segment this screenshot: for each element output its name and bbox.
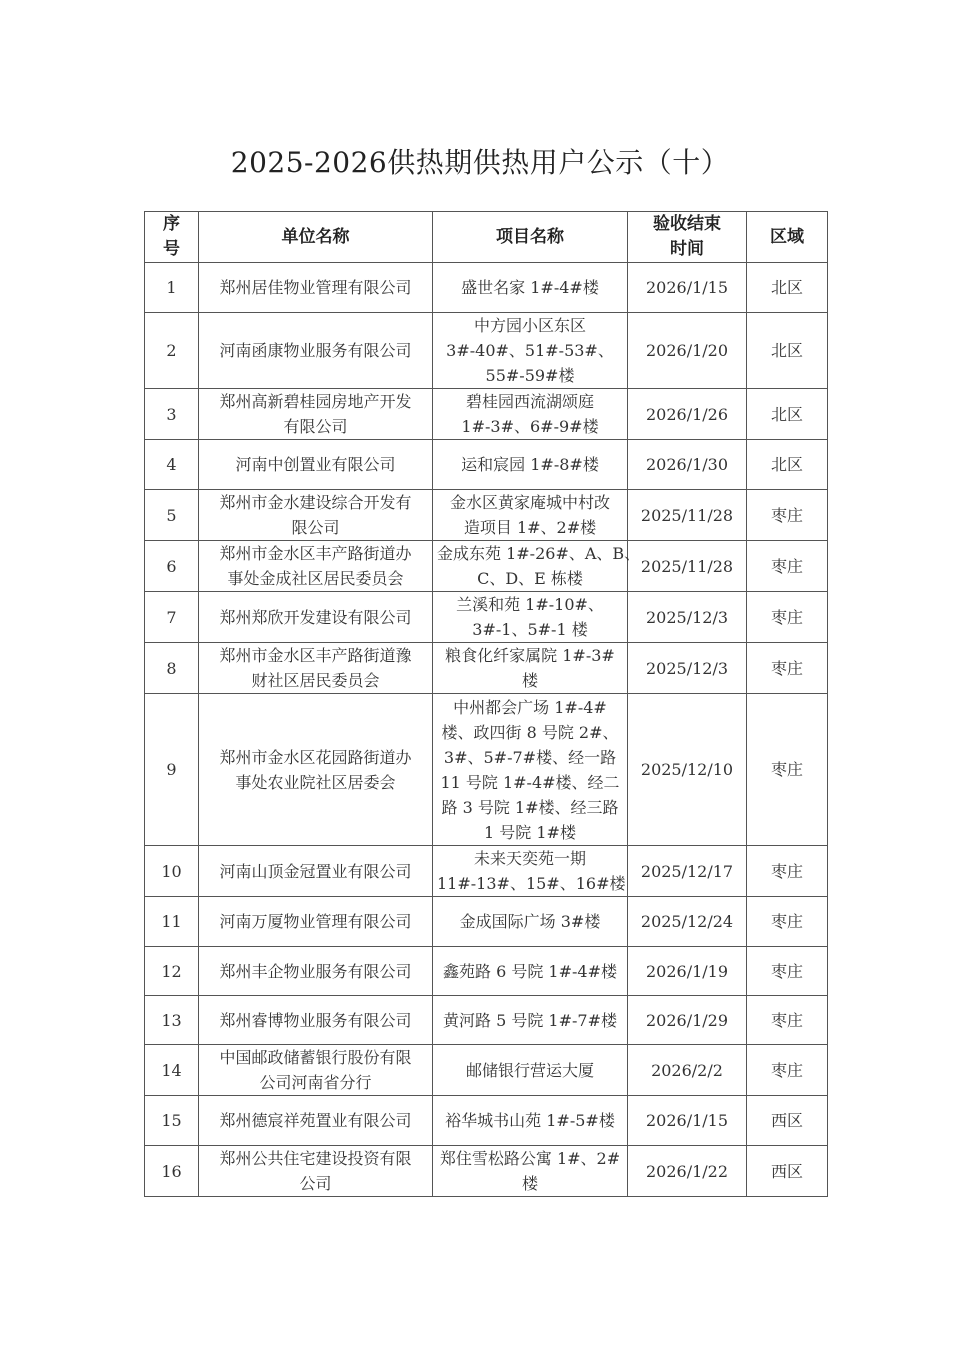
cell-line: 金成国际广场 3#楼 [459,912,601,931]
cell-line: 兰溪和苑 1#-10#、 [456,595,604,614]
table-row [145,1045,828,1096]
cell-line: 未来天奕苑一期 [473,849,586,868]
cell-line: 3#、5#-7#楼、经一路 [443,747,617,767]
cell-line: 金成东苑 1#-26#、A、B、 [437,544,641,563]
cell-area: 枣庄 [747,643,828,694]
cell-line: 财社区居民委员会 [251,671,380,690]
cell-line: 粮食化纤家属院 1#-3# [445,646,615,665]
cell-area: 北区 [747,389,828,440]
cell-index: 6 [145,541,199,592]
cell-area: 枣庄 [747,694,828,846]
cell-line: 河南山顶金冠置业有限公司 [219,861,412,881]
cell-acceptance-date: 2025/12/3 [628,643,747,694]
cell-project-name [433,490,628,541]
cell-area: 枣庄 [747,1045,828,1096]
header-text: 单位名称 [281,226,350,247]
cell-line: 郑州公共住宅建设投资有限 [219,1149,412,1168]
cell-acceptance-date: 2025/12/10 [628,694,747,846]
cell-unit-name [199,897,433,947]
cell-index: 3 [145,389,199,440]
cell-line: 公司 [299,1174,332,1193]
cell-line: 黄河路 5 号院 1#-7#楼 [442,1010,618,1030]
cell-unit-name [199,592,433,643]
header-text: 号 [163,239,180,259]
header-text: 时间 [670,239,704,259]
cell-index: 10 [145,846,199,897]
cell-unit-name [199,313,433,389]
cell-area: 北区 [747,440,828,490]
cell-line: 楼 [521,671,538,690]
cell-line: 中国邮政储蓄银行股份有限 [219,1048,412,1067]
cell-line: 55#-59#楼 [485,366,575,385]
header-project-name [433,212,628,263]
table-row [145,541,828,592]
table-row [145,694,828,846]
cell-line: 鑫苑路 6 号院 1#-4#楼 [442,961,618,981]
cell-acceptance-date: 2026/1/20 [628,313,747,389]
cell-line: 郑州睿博物业服务有限公司 [219,1010,412,1030]
cell-line: 金水区黄家庵城中村改 [449,493,610,512]
cell-unit-name [199,490,433,541]
cell-line: 楼 [521,1174,538,1193]
header-text: 项目名称 [496,226,564,247]
document-title: 2025-2026供热期供热用户公示（十） [230,146,730,179]
table-row [145,1096,828,1146]
cell-line: 公司河南省分行 [259,1073,372,1092]
cell-line: 河南函康物业服务有限公司 [219,341,412,360]
cell-project-name [433,947,628,996]
cell-unit-name [199,846,433,897]
cell-line: 郑州居佳物业管理有限公司 [219,278,412,297]
cell-line: 郑州市金水区丰产路街道办 [219,544,412,563]
cell-line: 中方园小区东区 [473,316,586,335]
cell-area: 北区 [747,263,828,313]
cell-project-name [433,440,628,490]
cell-line: 郑州郑欣开发建设有限公司 [219,607,412,627]
cell-line: 郑州市金水区花园路街道办 [219,747,412,767]
cell-line: 路 3 号院 1#楼、经三路 [441,797,619,817]
cell-line: 郑州高新碧桂园房地产开发 [219,392,412,411]
cell-area: 枣庄 [747,897,828,947]
cell-acceptance-date: 2026/2/2 [628,1045,747,1096]
cell-unit-name [199,440,433,490]
cell-line: 楼、政四街 8 号院 2#、 [441,722,619,742]
header-text: 序 [163,214,180,234]
cell-acceptance-date: 2026/1/29 [628,996,747,1045]
cell-line: 11 号院 1#-4#楼、经二 [440,772,620,792]
cell-line: 邮储银行营运大厦 [465,1060,594,1080]
header-acceptance-date [628,212,747,263]
cell-unit-name [199,389,433,440]
cell-line: 有限公司 [283,417,348,436]
cell-line: 1#-3#、6#-9#楼 [461,417,599,436]
cell-project-name [433,846,628,897]
cell-project-name [433,643,628,694]
cell-area: 枣庄 [747,541,828,592]
cell-unit-name [199,263,433,313]
cell-unit-name [199,1146,433,1197]
table-row [145,846,828,897]
cell-acceptance-date: 2026/1/19 [628,947,747,996]
cell-line: 1 号院 1#楼 [484,822,576,842]
cell-line: 郑州丰企物业服务有限公司 [219,961,412,981]
cell-project-name [433,592,628,643]
cell-acceptance-date: 2026/1/15 [628,1096,747,1146]
cell-line: C、D、E 栋楼 [477,569,583,588]
cell-area: 枣庄 [747,490,828,541]
cell-index: 15 [145,1096,199,1146]
table-row [145,263,828,313]
cell-index: 12 [145,947,199,996]
cell-unit-name [199,643,433,694]
header-area [747,212,828,263]
cell-line: 郑州德宸祥苑置业有限公司 [219,1111,412,1130]
header-text: 区域 [770,226,804,247]
cell-area: 枣庄 [747,996,828,1045]
cell-acceptance-date: 2026/1/15 [628,263,747,313]
cell-index: 2 [145,313,199,389]
cell-line: 碧桂园西流湖颂庭 [465,392,594,411]
cell-line: 郑州市金水区丰产路街道豫 [219,646,412,665]
cell-project-name [433,541,641,592]
cell-area: 枣庄 [747,592,828,643]
cell-unit-name [199,1096,433,1146]
cell-project-name [433,996,628,1045]
cell-area: 西区 [747,1146,828,1197]
cell-project-name [433,389,628,440]
cell-acceptance-date: 2026/1/26 [628,389,747,440]
cell-acceptance-date: 2026/1/30 [628,440,747,490]
cell-project-name [433,313,628,389]
cell-area: 西区 [747,1096,828,1146]
cell-acceptance-date: 2025/12/3 [628,592,747,643]
cell-line: 郑住雪松路公寓 1#、2# [439,1149,621,1168]
cell-unit-name [199,1045,433,1096]
cell-line: 3#-40#、51#-53#、 [446,341,614,360]
cell-project-name [433,1045,628,1096]
cell-line: 事处农业院社区居委会 [235,772,396,792]
header-unit-name [199,212,433,263]
cell-index: 5 [145,490,199,541]
cell-index: 11 [145,897,199,947]
cell-index: 9 [145,694,199,846]
table-row [145,643,828,694]
cell-index: 16 [145,1146,199,1197]
cell-line: 郑州市金水建设综合开发有 [219,493,412,512]
cell-project-name [433,1146,628,1197]
cell-project-name [433,694,628,846]
cell-area: 北区 [747,313,828,389]
table-row [145,1146,828,1197]
cell-line: 河南中创置业有限公司 [235,455,396,474]
cell-line: 裕华城书山苑 1#-5#楼 [445,1111,615,1130]
cell-area: 枣庄 [747,947,828,996]
cell-unit-name [199,694,433,846]
cell-index: 7 [145,592,199,643]
cell-project-name [433,897,628,947]
cell-acceptance-date: 2026/1/22 [628,1146,747,1197]
table-row [145,440,828,490]
header-index [145,212,199,263]
table-row [145,947,828,996]
table-row [145,996,828,1045]
cell-line: 事处金成社区居民委员会 [227,569,404,588]
cell-line: 限公司 [291,518,340,537]
cell-project-name [433,1096,628,1146]
table-row [145,897,828,947]
cell-area: 枣庄 [747,846,828,897]
cell-index: 13 [145,996,199,1045]
cell-acceptance-date: 2025/12/24 [628,897,747,947]
heating-users-table [144,211,828,1197]
cell-acceptance-date: 2025/11/28 [628,541,747,592]
cell-unit-name [199,947,433,996]
cell-line: 中州都会广场 1#-4# [453,697,607,717]
table-row [145,389,828,440]
cell-index: 4 [145,440,199,490]
table-row [145,592,828,643]
cell-acceptance-date: 2025/11/28 [628,490,747,541]
cell-index: 14 [145,1045,199,1096]
cell-line: 11#-13#、15#、16#楼 [437,874,626,893]
table-header-row [145,212,828,263]
cell-acceptance-date: 2025/12/17 [628,846,747,897]
cell-line: 3#-1、5#-1 楼 [472,620,588,639]
table-row [145,490,828,541]
cell-unit-name [199,996,433,1045]
cell-line: 河南万厦物业管理有限公司 [219,912,412,931]
header-text: 验收结束 [653,214,721,234]
cell-project-name [433,263,628,313]
cell-line: 运和宸园 1#-8#楼 [461,455,599,474]
cell-index: 8 [145,643,199,694]
cell-line: 盛世名家 1#-4#楼 [461,278,599,297]
cell-index: 1 [145,263,199,313]
table-row [145,313,828,389]
cell-unit-name [199,541,433,592]
cell-line: 造项目 1#、2#楼 [463,518,597,537]
